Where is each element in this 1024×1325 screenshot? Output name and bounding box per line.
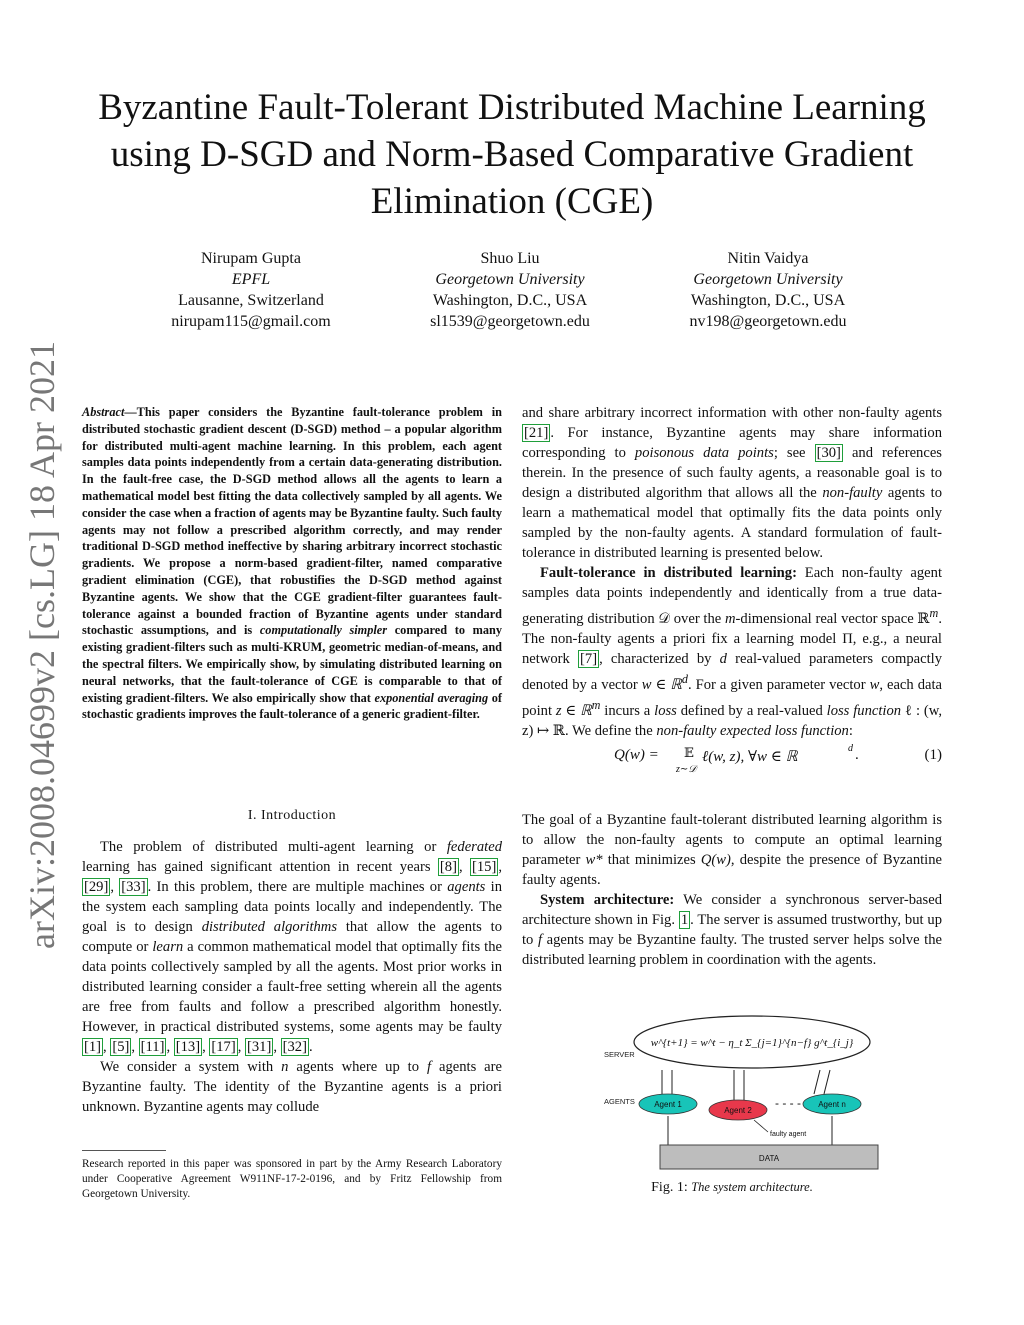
author-location: Lausanne, Switzerland [178, 292, 324, 309]
text: ; see [773, 445, 815, 461]
text: and share arbitrary incorrect information with other non-faulty agents [522, 405, 942, 421]
math-symbol: m [724, 610, 736, 627]
abstract-emphasis-2: exponential averaging [374, 690, 489, 705]
agent-n-label: Agent n [818, 1100, 846, 1109]
faulty-pointer [754, 1120, 768, 1132]
figure-link[interactable]: 1 [680, 912, 689, 928]
faulty-agent-label: faulty agent [770, 1131, 807, 1138]
citation-link[interactable]: [11] [140, 1039, 165, 1055]
text: agents may be Byzantine faulty. The trusted server helps solve the distributed learning problem in coordination with the agents. [522, 932, 943, 968]
text: that allow the agents to compute or [82, 919, 503, 955]
abstract-text-1: —This paper considers the Byzantine fault-tolerance problem in distributed stochastic gradient descent (D-SGD) method – a popular algorithm for distributed multi-agent machine learning. In this problem, each agent samples data points independently from a certain data-generating distribution. In the fault-free case, the D-SGD method allows all the agents to learn a mathematical model best fitting the data collectively sampled by all agents. We consider the case when a fraction of agents may be Byzantine faulty. Such faulty agents may not follow a prescribed algorithm correctly, and may render traditional D-SGD method ineffective by sharing arbitrary incorrect stochastic gradients. We propose a norm-based gradient-filter, named comparative gradient elimination (CGE), that robustifies the D-SGD method against Byzantine agents. We show that the CGE gradient-filter guarantees fault-tolerance against a bounded fraction of Byzantine agents under standard stochastic assumptions, and is [82, 405, 502, 638]
section-heading: I. Introduction [247, 808, 337, 823]
figure-caption [522, 1180, 942, 1196]
abstract-text-3: of stochastic gradients improves the fault-tolerance of a generic gradient-filter. [82, 690, 502, 722]
author-3 [638, 248, 898, 332]
paragraph-heading: Fault-tolerance in distributed learning: [540, 565, 797, 581]
agents-label: AGENTS [604, 1097, 635, 1106]
text: that minimizes [602, 852, 701, 868]
agent-1-label: Agent 1 [654, 1100, 682, 1109]
math-superscript: m [591, 697, 601, 712]
author-location: Washington, D.C., USA [432, 292, 588, 309]
author-name: Nirupam Gupta [201, 250, 301, 267]
author-affiliation: EPFL [231, 271, 271, 288]
math-expression: w ∈ ℝ [641, 676, 682, 693]
math-superscript: d [681, 671, 688, 686]
citation-link[interactable]: [32] [282, 1039, 307, 1055]
text: agents to learn a mathematical model that optimally fits the data points only sampled by the non-faulty agents. A standard formulation of fault-tolerance in distributed learning is presented below. [522, 485, 942, 561]
intro-paragraph-1: The problem of distributed multi-agent learning or federated learning has gained significant attention in recent years [8] , [15] , [29] , [33] . In this problem, there are multiple machines or agents in the system each sampling data points locally and independently. The goal is to design distributed algorithms that allow the agents to compute or learn a common mathematical model that optimally fits the data points collectively sampled by all the agents. Most prior works in distributed learning consider a fault-free setting wherein all the agents are free from faults and follow a prescribed algorithm honestly. However, in practical distributed systems, some agents may be faulty [1] , [5] , [11] , [13] , [17] , [31] , [32] . [82, 839, 503, 1055]
emphasis: learn [152, 939, 184, 955]
emphasis: non-faulty expected loss function [656, 722, 849, 739]
author-email: nirupam115@gmail.com [171, 313, 331, 330]
update-equation: w^{t+1} = w^t − η_t Σ_{j=1}^{n−f} g^t_{i_j} [650, 1037, 854, 1049]
caption-prefix: Fig. 1: [651, 1180, 688, 1195]
math-superscript: m [929, 606, 939, 620]
right-paragraph-2 [522, 563, 942, 741]
equation-number: (1) [924, 747, 942, 763]
equation-1 [522, 745, 942, 779]
text: We consider a system with [100, 1059, 282, 1075]
expectation-symbol: 𝔼 [684, 745, 694, 760]
text: : [848, 722, 853, 739]
text: in the system each sampling data points locally and independently. The goal is to design [82, 879, 502, 935]
math-symbol: f [426, 1059, 432, 1075]
text: and references therein. In the presence of such faulty agents, a reasonable goal is to design a distributed algorithm that allows all the [522, 445, 942, 501]
text: , despite the presence of Byzantine faulty agents. [522, 852, 942, 888]
citation-link[interactable]: [15] [472, 859, 497, 875]
citation-link[interactable]: [13] [175, 1039, 201, 1055]
author-1 [121, 248, 381, 332]
emphasis: agents [447, 879, 486, 895]
author-affiliation: Georgetown University [435, 271, 585, 288]
text: We consider a synchronous server-based architecture shown in Fig. [522, 892, 942, 928]
right-paragraph-4 [522, 890, 942, 970]
server-label: SERVER [604, 1050, 635, 1059]
system-architecture-figure [592, 1008, 884, 1176]
text: a common mathematical model that optimally fits the data points collectively sampled by all the agents. Most prior works in distributed learning consider a fault-free setting wherein all the agents are free from faults and follow a prescribed algorithm honestly. However, in practical distributed systems, some agents may be faulty [82, 939, 502, 1035]
right-column-bottom [522, 810, 942, 970]
text: real-valued parameters compactly denoted by a vector [522, 650, 942, 693]
paragraph-heading: System architecture: [540, 892, 675, 908]
author-name: Nitin Vaidya [727, 250, 809, 267]
citation-link[interactable]: [31] [246, 1039, 272, 1055]
ellipsis-dots: - - - - [775, 1096, 801, 1110]
citation-link[interactable]: [8] [439, 859, 457, 875]
emphasis: loss function [826, 702, 902, 719]
citation-link[interactable]: [21] [524, 425, 549, 441]
text: defined by a real-valued [676, 702, 827, 719]
arxiv-id-text: arXiv:2008.04699v2 [cs.LG] 18 Apr 2021 [22, 341, 62, 949]
text: The problem of distributed multi-agent learning or [100, 839, 447, 855]
text: agents are Byzantine faulty. The identity of the Byzantine agents is a priori unknown. Byzantine agents may collude [82, 1059, 502, 1115]
emphasis: non-faulty [822, 485, 883, 501]
author-location: Washington, D.C., USA [690, 292, 846, 309]
text: incurs a [600, 702, 655, 719]
footnote: Research reported in this paper was sponsored in part by the Army Research Laboratory under Cooperative Agreement W911NF-17-2-0196, and by Fritz Fellowship from Georgetown University. [82, 1158, 502, 1200]
math-symbol: n [281, 1059, 289, 1075]
equation-rhs: ℓ(w, z), ∀w ∈ ℝ [702, 749, 798, 765]
text: -dimensional real vector space ℝ [735, 610, 930, 627]
arrow-agentn-server [824, 1070, 830, 1094]
author-name: Shuo Liu [480, 250, 540, 267]
math-expression: Q(w) [700, 852, 731, 868]
emphasis: federated [446, 839, 502, 855]
equation-superscript: d [848, 743, 853, 754]
citation-link[interactable]: [5] [112, 1039, 130, 1055]
caption-text: The system architecture. [691, 1180, 813, 1194]
agent-2-label: Agent 2 [724, 1106, 752, 1115]
citation-link[interactable]: [17] [211, 1039, 236, 1055]
math-symbol: d [719, 650, 727, 667]
paper-title: Byzantine Fault-Tolerant Distributed Machine Learning using D-SGD and Norm-Based Comparative Gradient Elimination (CGE) [98, 87, 926, 222]
emphasis: distributed algorithms [201, 919, 338, 935]
citation-link[interactable]: [30] [816, 445, 841, 461]
text: . The server is assumed trustworthy, but up to [522, 912, 942, 948]
citation-link[interactable]: [7] [580, 650, 598, 667]
citation-link[interactable]: [1] [84, 1039, 102, 1055]
text: ℓ : (w, z) ↦ ℝ. We define the [522, 702, 943, 739]
arxiv-identifier [18, 341, 66, 949]
data-label: DATA [758, 1154, 780, 1163]
abstract-emphasis-1: computationally simpler [259, 623, 388, 638]
text: , characterized by [599, 650, 720, 667]
intro-paragraph-2 [82, 1057, 502, 1117]
text: , each data point [522, 676, 943, 719]
citation-link[interactable]: [33] [121, 879, 146, 895]
math-symbol: w [869, 676, 880, 693]
abstract-label: Abstract [82, 405, 125, 419]
expectation-subscript: z∼𝒟 [676, 764, 697, 775]
text: The goal of a Byzantine fault-tolerant distributed learning algorithm is to allow the non-faulty agents to compute an optimal learning parameter [522, 812, 942, 868]
footnote-rule [82, 1150, 166, 1151]
text: Each non-faulty agent samples data points independently and identically from a true data-generating distribution 𝒟 over the [522, 565, 942, 627]
text: agents where up to [288, 1059, 427, 1075]
citation-link[interactable]: [29] [84, 879, 109, 895]
author-2 [380, 248, 640, 332]
equation-lhs: Q(w) = [614, 747, 659, 763]
text: . In this problem, there are multiple machines or [147, 879, 448, 895]
arrow-server-agentn [814, 1070, 820, 1094]
author-email: nv198@georgetown.edu [689, 313, 847, 330]
abstract-text-2: compared to many existing gradient-filters such as multi-KRUM, geometric median-of-means, and the spectral filters. We empirically show, by simulating distributed learning on neural networks, that the fault-tolerance of CGE is comparable to that of existing gradient-filters. We also empirically show that [82, 623, 502, 705]
right-paragraph-3 [522, 810, 942, 890]
abstract [82, 404, 502, 723]
emphasis: poisonous data points [634, 445, 774, 461]
equation-period: . [855, 747, 859, 763]
right-column-top [522, 403, 942, 741]
right-paragraph-1 [522, 403, 942, 563]
text: . The non-faulty agents a priori fix a learning model Π, e.g., a neural network [522, 610, 942, 667]
text: . For instance, Byzantine agents may share information corresponding to [522, 425, 942, 461]
emphasis: loss [654, 702, 677, 719]
intro-column [82, 837, 502, 1117]
math-symbol: f [537, 932, 543, 948]
author-affiliation: Georgetown University [693, 271, 843, 288]
math-expression: z ∈ ℝ [555, 702, 592, 719]
author-email: sl1539@georgetown.edu [430, 313, 590, 330]
text: . For a given parameter vector [687, 676, 870, 693]
math-symbol: w* [585, 852, 603, 868]
text: learning has gained significant attention in recent years [82, 859, 438, 875]
